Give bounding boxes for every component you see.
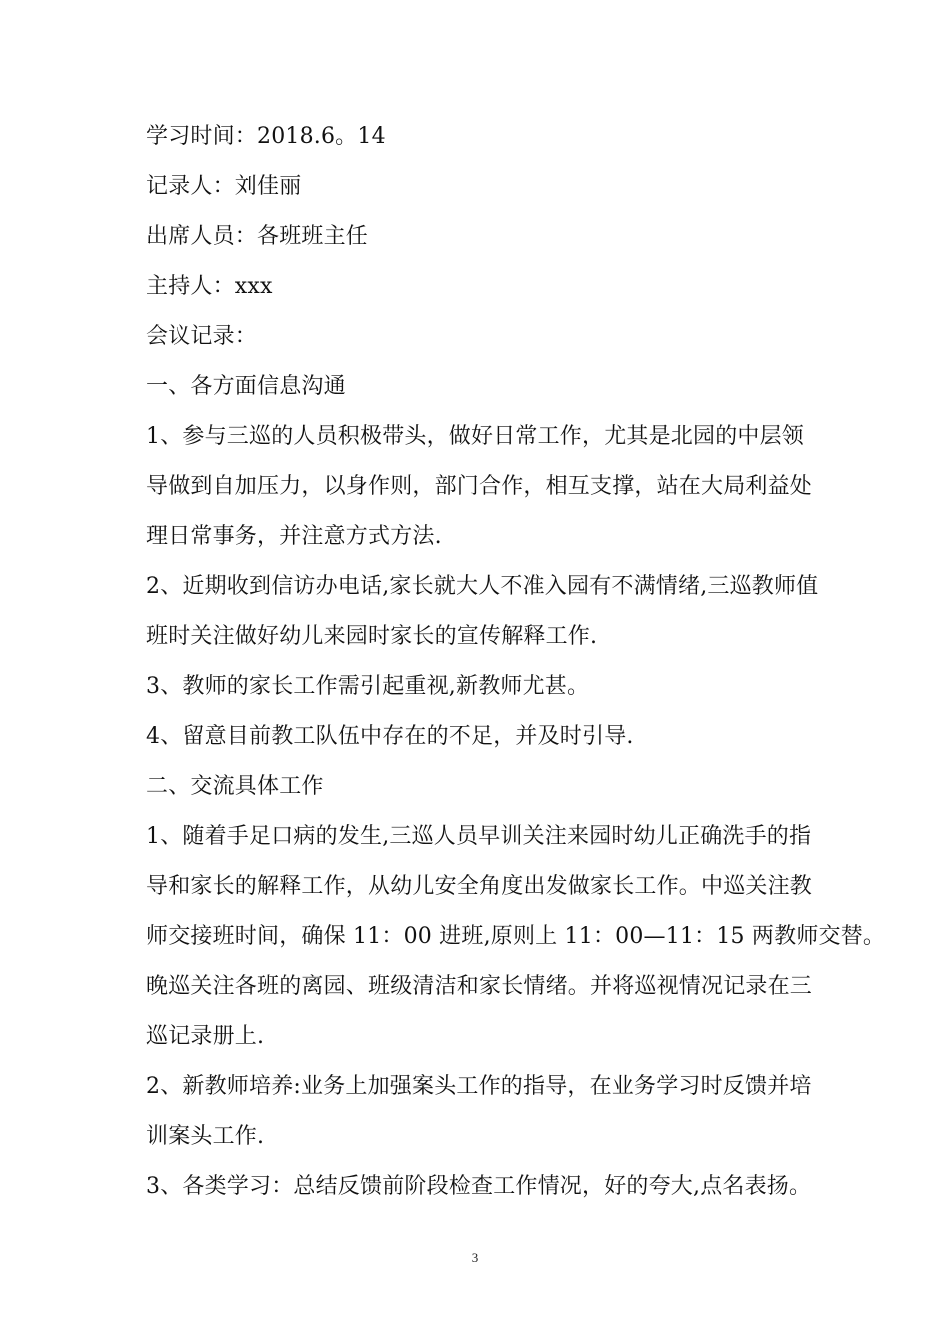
- paragraph-line: 导做到自加压力，以身作则，部门合作，相互支撑，站在大局利益处: [146, 474, 813, 499]
- paragraph-line: 2、近期收到信访办电话,家长就大人不准入园有不满情绪,三巡教师值: [146, 574, 819, 599]
- page-number: 3: [471, 1250, 479, 1265]
- section2-item2: [146, 1062, 816, 1162]
- section1-item2: [146, 562, 819, 662]
- minutes-label: 会议记录：: [146, 324, 258, 349]
- host-line: 主持人：xxx: [146, 274, 273, 299]
- paragraph-line: 班时关注做好幼儿来园时家长的宣传解释工作.: [146, 624, 598, 649]
- section2-item3: 3、各类学习：总结反馈前阶段检查工作情况，好的夸大,点名表扬。: [146, 1174, 812, 1199]
- section1-item1: [146, 412, 816, 562]
- paragraph-line: 师交接班时间，确保 11：00 进班,原则上 11：00—11：15 两教师交替。: [146, 924, 886, 949]
- paragraph-line: 2、新教师培养:业务上加强案头工作的指导，在业务学习时反馈并培: [146, 1074, 812, 1099]
- paragraph-line: 晚巡关注各班的离园、班级清洁和家长情绪。并将巡视情况记录在三: [146, 974, 813, 999]
- paragraph-line: 理日常事务，并注意方式方法.: [146, 524, 442, 549]
- section-heading-2: 二、交流具体工作: [146, 774, 324, 799]
- paragraph-line: 1、随着手足口病的发生,三巡人员早训关注来园时幼儿正确洗手的指: [146, 824, 812, 849]
- paragraph-line: 导和家长的解释工作，从幼儿安全角度出发做家长工作。中巡关注教: [146, 874, 813, 899]
- document-body: [146, 112, 886, 1212]
- study-time-line: 学习时间：2018.6。14: [146, 124, 386, 149]
- attendees-line: 出席人员：各班班主任: [146, 224, 369, 249]
- section-heading-1: 一、各方面信息沟通: [146, 374, 346, 399]
- recorder-line: 记录人：刘佳丽: [146, 174, 302, 199]
- section1-item4: 4、留意目前教工队伍中存在的不足，并及时引导.: [146, 724, 634, 749]
- section2-item1: [146, 812, 886, 1062]
- paragraph-line: 训案头工作.: [146, 1124, 265, 1149]
- section1-item3: 3、教师的家长工作需引起重视,新教师尤甚。: [146, 674, 590, 699]
- paragraph-line: 巡记录册上.: [146, 1024, 265, 1049]
- paragraph-line: 1、参与三巡的人员积极带头，做好日常工作，尤其是北园的中层领: [146, 424, 804, 449]
